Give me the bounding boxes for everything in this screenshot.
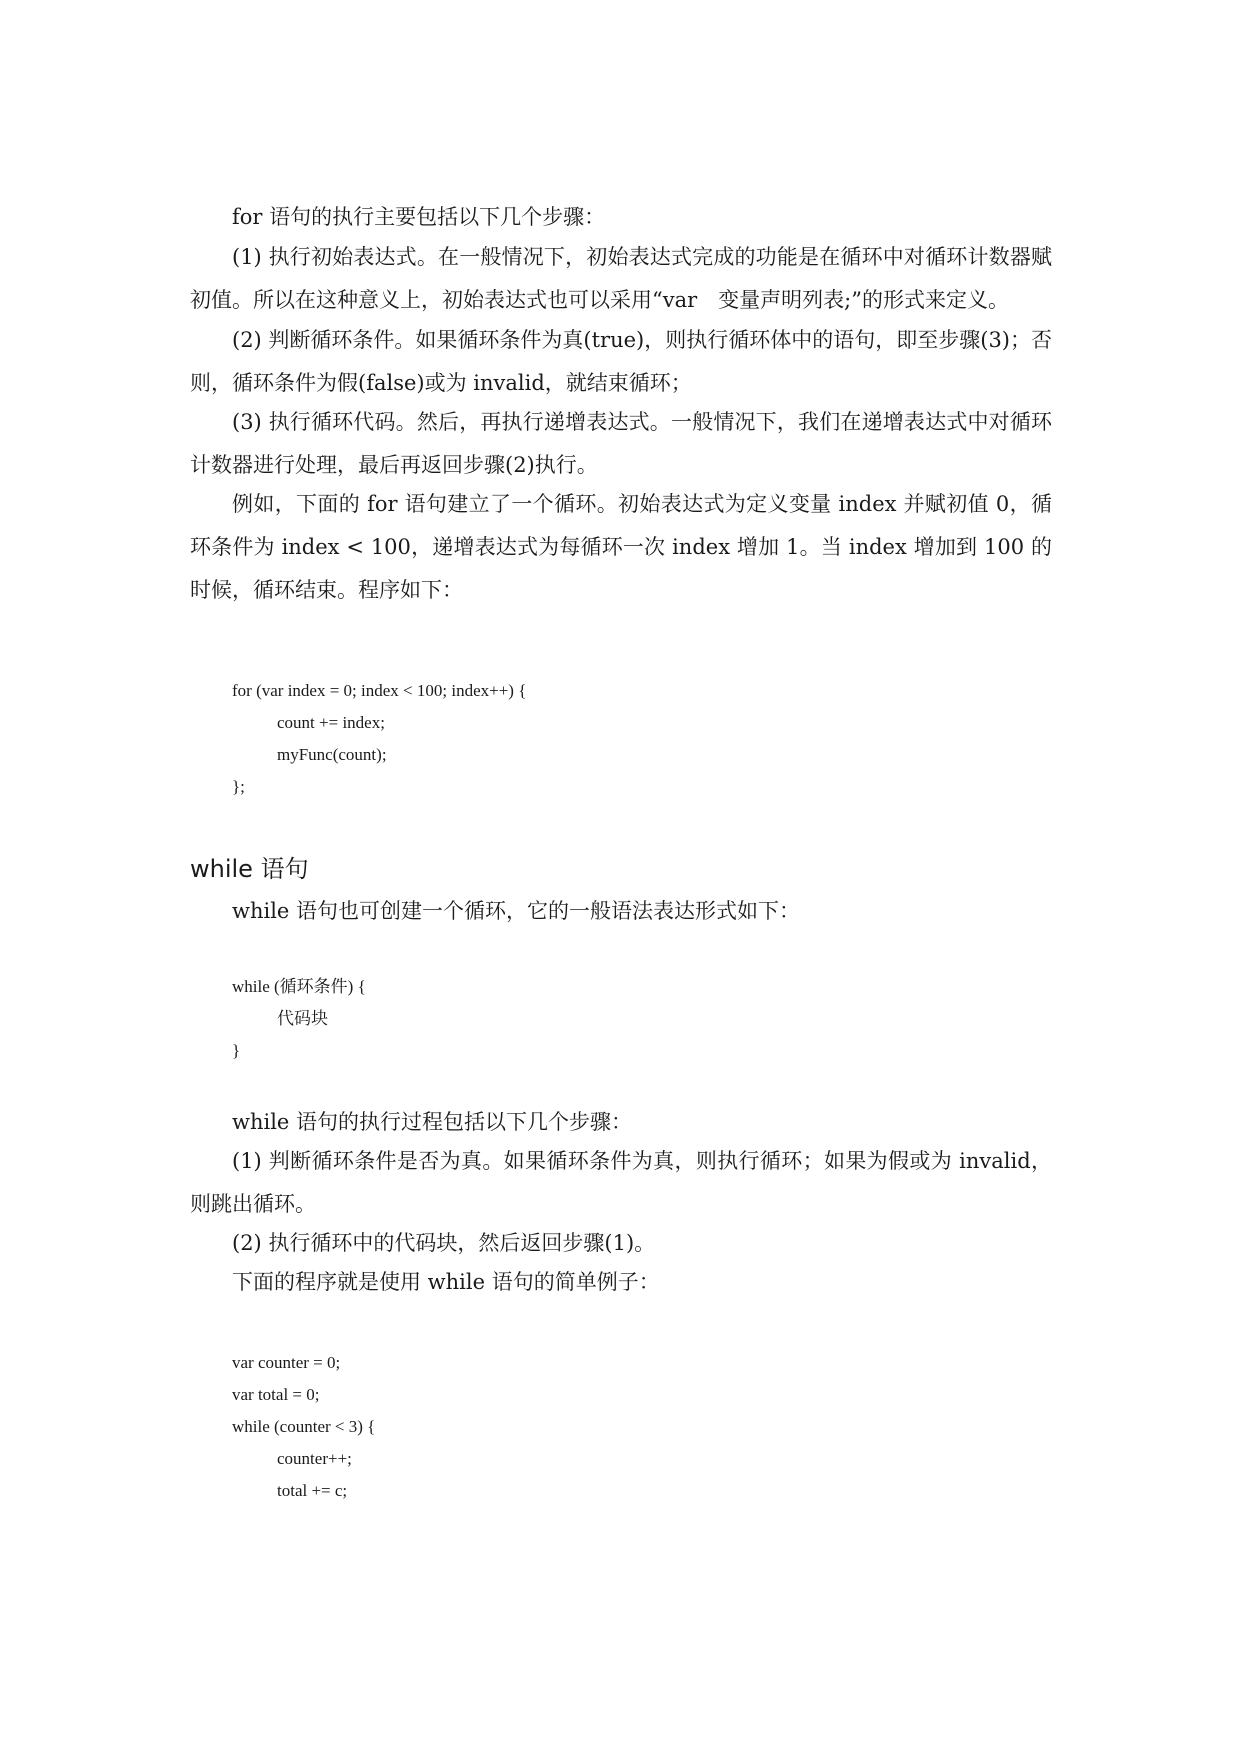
for-section-text xyxy=(190,196,1052,612)
for-step-2-paragraph: (2) 判断循环条件。如果循环条件为真(true)，则执行循环体中的语句，即至步骤(3)；否则，循环条件为假(false)或为 invalid，就结束循环； xyxy=(190,328,1052,395)
code-line: count += index; xyxy=(277,713,385,732)
while-step-2-paragraph: (2) 执行循环中的代码块，然后返回步骤(1)。 xyxy=(232,1231,656,1255)
code-line: myFunc(count); xyxy=(277,745,387,764)
while-intro-paragraph: while 语句也可创建一个循环，它的一般语法表达形式如下： xyxy=(232,899,801,923)
while-step-1-paragraph: (1) 判断循环条件是否为真。如果循环条件为真，则执行循环；如果为假或为 invalid，则跳出循环。 xyxy=(190,1149,1052,1216)
while-syntax-code-block xyxy=(232,971,366,1067)
while-section-heading: while 语句 xyxy=(190,855,309,883)
code-line: total += c; xyxy=(277,1481,348,1500)
while-example-code-block xyxy=(232,1347,375,1507)
while-steps-intro-paragraph: while 语句的执行过程包括以下几个步骤： xyxy=(232,1110,633,1134)
code-line: var total = 0; xyxy=(232,1385,320,1404)
code-line: 代码块 xyxy=(277,1009,328,1028)
for-step-1-paragraph: (1) 执行初始表达式。在一般情况下，初始表达式完成的功能是在循环中对循环计数器赋初值。所以在这种意义上，初始表达式也可以采用“var 变量声明列表;”的形式来定义。 xyxy=(190,245,1052,312)
code-line: }; xyxy=(232,777,245,796)
while-intro-text xyxy=(190,890,1052,933)
for-intro-paragraph: for 语句的执行主要包括以下几个步骤： xyxy=(232,205,606,229)
code-line: while (循环条件) { xyxy=(232,977,366,996)
for-code-block xyxy=(232,675,526,803)
code-line: while (counter < 3) { xyxy=(232,1417,376,1436)
code-line: } xyxy=(232,1041,241,1060)
code-line: for (var index = 0; index < 100; index++) { xyxy=(232,681,527,700)
while-steps-text xyxy=(190,1101,1052,1304)
for-step-3-paragraph: (3) 执行循环代码。然后，再执行递增表达式。一般情况下，我们在递增表达式中对循环计数器进行处理，最后再返回步骤(2)执行。 xyxy=(190,410,1052,477)
code-line: var counter = 0; xyxy=(232,1353,341,1372)
while-example-intro-paragraph: 下面的程序就是使用 while 语句的简单例子： xyxy=(232,1270,660,1294)
code-line: counter++; xyxy=(277,1449,352,1468)
for-example-paragraph: 例如，下面的 for 语句建立了一个循环。初始表达式为定义变量 index 并赋初值 0，循环条件为 index < 100，递增表达式为每循环一次 index 增加 1。当 index 增加到 100 的时候，循环结束。程序如下： xyxy=(190,492,1052,602)
